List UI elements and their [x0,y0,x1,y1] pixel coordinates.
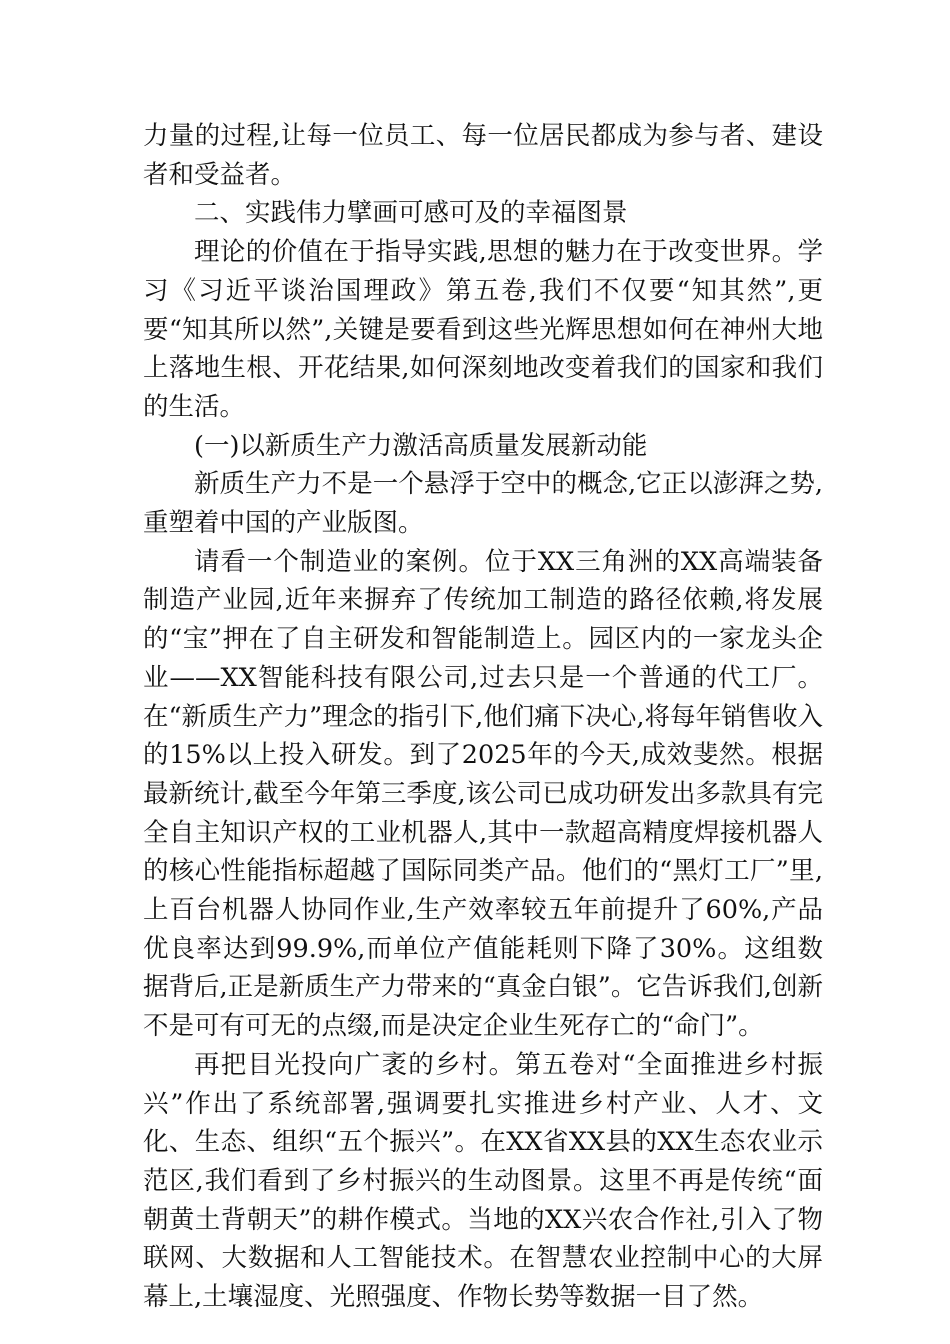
section-heading-2: 二、实践伟力擘画可感可及的幸福图景 [194,198,628,229]
document-page [143,117,823,1317]
paragraph-rural-revitalization: 再把目光投向广袤的乡村。第五卷对“全面推进乡村振兴”作出了系统部署,强调要扎实推进乡村产业、人才、文化、生态、组织“五个振兴”。在XX省XX县的XX生态农业示范区,我们看到了乡村振兴的生动图景。这里不再是传统“面朝黄土背朝天”的耕作模式。当地的XX兴农合作社,引入了物联网、大数据和人工智能技术。在智慧农业控制中心的大屏幕上,土壤湿度、光照强度、作物长势等数据一目了然。 [143,1049,823,1313]
subsection-heading-1: (一)以新质生产力激活高质量发展新动能 [194,430,648,461]
paragraph-theory-value: 理论的价值在于指导实践,思想的魅力在于改变世界。学习《习近平谈治国理政》第五卷,我们不仅要“知其然”,更要“知其所以然”,关键是要看到这些光辉思想如何在神州大地上落地生根、开花结果,如何深刻地改变着我们的国家和我们的生活。 [143,237,823,422]
paragraph-new-productivity: 新质生产力不是一个悬浮于空中的概念,它正以澎湃之势,重塑着中国的产业版图。 [143,469,823,539]
paragraph-continuation: 力量的过程,让每一位员工、每一位居民都成为参与者、建设者和受益者。 [143,121,823,190]
paragraph-manufacturing-case: 请看一个制造业的案例。位于XX三角洲的XX高端装备制造产业园,近年来摒弃了传统加工制造的路径依赖,将发展的“宝”押在了自主研发和智能制造上。园区内的一家龙头企业——XX智能科技有限公司,过去只是一个普通的代工厂。在“新质生产力”理念的指引下,他们痛下决心,将每年销售收入的15%以上投入研发。到了2025年的今天,成效斐然。根据最新统计,截至今年第三季度,该公司已成功研发出多款具有完全自主知识产权的工业机器人,其中一款超高精度焊接机器人的核心性能指标超越了国际同类产品。他们的“黑灯工厂”里,上百台机器人协同作业,生产效率较五年前提升了60%,产品优良率达到99.9%,而单位产值能耗则下降了30%。这组数据背后,正是新质生产力带来的“真金白银”。它告诉我们,创新不是可有可无的点缀,而是决定企业生死存亡的“命门”。 [143,546,823,1042]
